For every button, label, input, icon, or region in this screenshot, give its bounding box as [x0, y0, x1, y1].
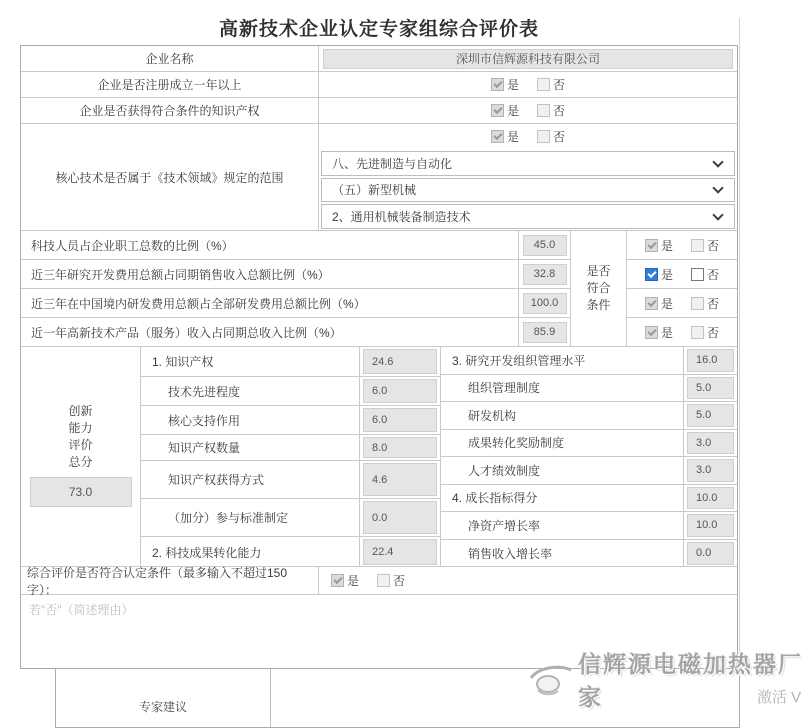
- page-title: 高新技术企业认定专家组综合评价表: [218, 19, 539, 40]
- no-label: 否: [553, 130, 566, 145]
- score-value-field: 6.0: [363, 408, 437, 432]
- score-item-label: 人才绩效制度: [441, 457, 684, 485]
- chevron-down-icon: [712, 183, 723, 194]
- select-value: （五）新型机械: [332, 183, 417, 198]
- ratio-label: 近三年在中国境内研发费用总额占全部研发费用总额比例（%）: [21, 289, 519, 318]
- reason-placeholder: 若"否"（简述理由）: [29, 603, 134, 617]
- score-value-field: 10.0: [687, 487, 734, 510]
- question-ip-label: 企业是否获得符合条件的知识产权: [21, 98, 319, 123]
- brand-logo-icon: [528, 658, 574, 700]
- score-value-field: 24.6: [363, 349, 437, 374]
- final-evaluation-label: 综合评价是否符合认定条件（最多输入不超过150字）：: [21, 567, 319, 594]
- no-checkbox[interactable]: [691, 268, 704, 281]
- score-value-field: 5.0: [687, 404, 734, 427]
- yes-checkbox: [491, 104, 504, 117]
- no-label: 否: [553, 104, 566, 118]
- yes-label: 是: [660, 267, 673, 282]
- chevron-down-icon: [712, 156, 723, 167]
- yes-no-group: [491, 76, 565, 93]
- brand-watermark-text: 信辉源电磁加热器厂家: [578, 651, 803, 710]
- ratio-label: 近三年研究开发费用总额占同期销售收入总额比例（%）: [21, 260, 519, 289]
- ratio-value-field: 32.8: [523, 264, 567, 285]
- total-score-field: 73.0: [30, 477, 132, 507]
- table-row: [21, 72, 737, 98]
- score-item-label: 4. 成长指标得分: [441, 485, 684, 513]
- question-registered-label: 企业是否注册成立一年以上: [21, 72, 319, 97]
- core-tech-label: 核心技术是否属于《技术领域》规定的范围: [21, 124, 319, 230]
- yes-no-group: [645, 324, 719, 341]
- select-value: 2、通用机械装备制造技术: [332, 210, 471, 225]
- no-label: 否: [707, 238, 720, 253]
- no-label: 否: [707, 296, 720, 311]
- score-item-label: 知识产权获得方式: [141, 461, 360, 499]
- score-value-field: 16.0: [687, 349, 734, 372]
- chevron-down-icon: [712, 209, 723, 220]
- yes-checkbox: [645, 326, 658, 339]
- score-value-field: 4.6: [363, 463, 437, 496]
- core-tech-row: [21, 124, 737, 231]
- yes-label: 是: [660, 325, 673, 340]
- score-value-field: 10.0: [687, 514, 734, 537]
- meets-criteria-header: 是否 符合 条件: [571, 231, 627, 346]
- no-label: 否: [553, 78, 566, 92]
- no-checkbox: [537, 104, 550, 117]
- expert-advice-label: 专家建议: [56, 669, 271, 727]
- table-row: [21, 98, 737, 124]
- score-item-label: 净资产增长率: [441, 512, 684, 540]
- no-checkbox: [377, 574, 390, 587]
- score-item-label: 3. 研究开发组织管理水平: [441, 347, 684, 375]
- select-value: 八、先进制造与自动化: [332, 156, 453, 171]
- score-left-table: [141, 347, 441, 566]
- no-checkbox: [691, 239, 704, 252]
- yes-no-group: [645, 237, 719, 254]
- yes-checkbox: [491, 130, 504, 143]
- total-score-label: 创新: [68, 404, 93, 418]
- score-item-label: 2. 科技成果转化能力: [141, 537, 360, 567]
- ratio-section: [21, 231, 737, 347]
- no-label: 否: [707, 325, 720, 340]
- total-score-cell: 创新 能力 评价 总分 73.0: [21, 347, 141, 566]
- yes-label: 是: [660, 238, 673, 253]
- yes-label: 是: [660, 296, 673, 311]
- evaluation-table: [20, 45, 738, 669]
- score-section: [21, 347, 737, 567]
- yes-label: 是: [347, 574, 360, 588]
- score-right-table: [441, 347, 737, 566]
- score-item-label: 组织管理制度: [441, 375, 684, 403]
- yes-checkbox[interactable]: [645, 268, 658, 281]
- ratio-value-field: 85.9: [523, 322, 567, 343]
- ratio-label: 科技人员占企业职工总数的比例（%）: [21, 231, 519, 260]
- company-name-field: 深圳市信辉源科技有限公司: [323, 49, 733, 69]
- tech-subfield-select[interactable]: [321, 178, 735, 203]
- score-item-label: 1. 知识产权: [141, 347, 360, 377]
- score-value-field: 0.0: [687, 542, 734, 566]
- score-item-label: 知识产权数量: [141, 435, 360, 461]
- score-item-label: 技术先进程度: [141, 377, 360, 406]
- ratio-label: 近一年高新技术产品（服务）收入占同期总收入比例（%）: [21, 318, 519, 346]
- score-value-field: 0.0: [363, 501, 437, 534]
- yes-no-group: [645, 266, 719, 283]
- score-item-label: 核心支持作用: [141, 406, 360, 435]
- yes-label: 是: [506, 104, 519, 118]
- score-value-field: 6.0: [363, 379, 437, 403]
- ratio-value-field: 45.0: [523, 235, 567, 256]
- yes-no-group: [645, 295, 719, 312]
- final-evaluation-row: [21, 567, 737, 595]
- score-item-label: （加分）参与标准制定: [141, 499, 360, 537]
- score-item-label: 销售收入增长率: [441, 540, 684, 568]
- yes-checkbox: [491, 78, 504, 91]
- table-row: [21, 46, 737, 72]
- score-value-field: 22.4: [363, 539, 437, 565]
- no-label: 否: [393, 574, 406, 588]
- yes-label: 是: [506, 130, 519, 145]
- no-checkbox: [691, 326, 704, 339]
- tech-field-select[interactable]: [321, 151, 735, 176]
- no-checkbox: [691, 297, 704, 310]
- tech-detail-select[interactable]: [321, 204, 735, 229]
- score-value-field: 3.0: [687, 459, 734, 482]
- no-checkbox: [537, 130, 550, 143]
- score-item-label: 成果转化奖励制度: [441, 430, 684, 458]
- no-label: 否: [707, 267, 720, 282]
- yes-checkbox: [645, 239, 658, 252]
- yes-no-group: [491, 102, 565, 119]
- no-checkbox: [537, 78, 550, 91]
- score-value-field: 8.0: [363, 437, 437, 458]
- yes-checkbox: [331, 574, 344, 587]
- company-name-label: 企业名称: [21, 46, 319, 71]
- ratio-value-field: 100.0: [523, 293, 567, 314]
- yes-no-group: [491, 128, 565, 145]
- score-item-label: 研发机构: [441, 402, 684, 430]
- yes-label: 是: [506, 78, 519, 92]
- page-right-border: [739, 18, 740, 706]
- yes-checkbox: [645, 297, 658, 310]
- score-value-field: 5.0: [687, 377, 734, 400]
- yes-no-group: [331, 572, 405, 589]
- score-value-field: 3.0: [687, 432, 734, 455]
- activation-watermark: 激活 V: [757, 689, 802, 706]
